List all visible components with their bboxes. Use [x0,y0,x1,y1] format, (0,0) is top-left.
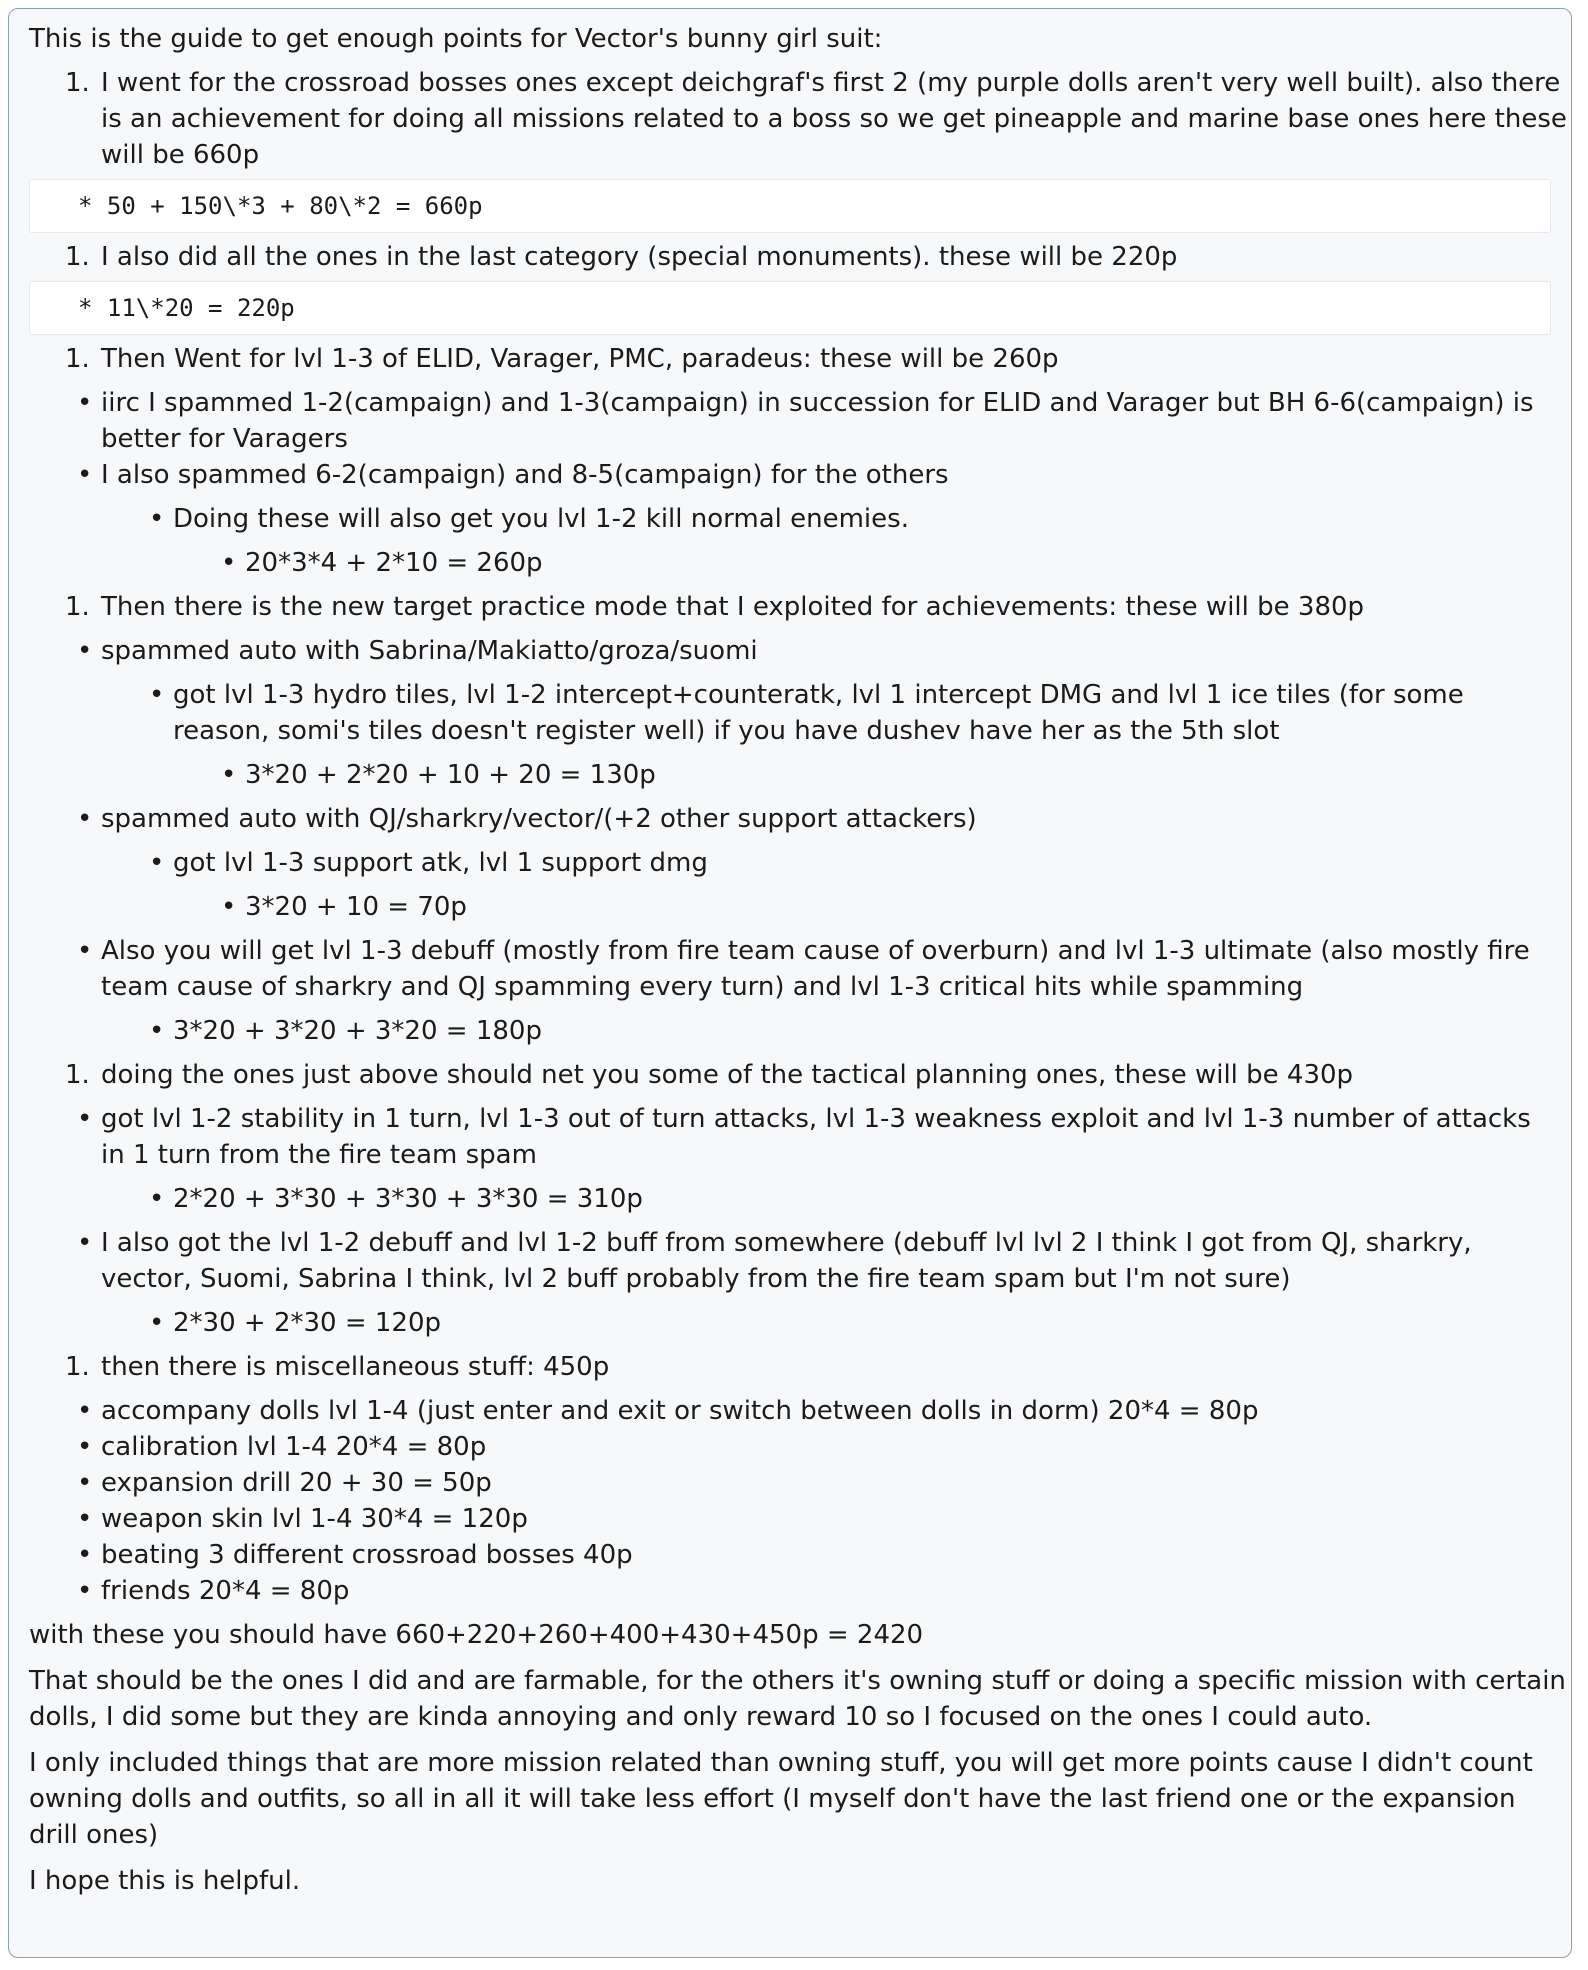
bullet-item [29,1537,1551,1573]
list-item-special-monuments [29,239,1551,275]
bullet-item [29,801,1551,837]
list-number: 1. [65,592,90,622]
bullet-icon: • [149,1308,165,1338]
bullet-icon: • [77,1228,93,1258]
bullet-item [29,633,1551,669]
bullet-item [29,1429,1551,1465]
paragraph-farmable [29,1663,1566,1735]
bullet-text: vector, Suomi, Sabrina I think, lvl 2 buff probably from the fire team spam but I'm not sure) [101,1264,1291,1294]
bullet-text: reason, somi's tiles doesn't register well) if you have dushev have her as the 5th slot [173,716,1280,746]
bullet-item [29,1225,1551,1297]
bullet-text: I also got the lvl 1-2 debuff and lvl 1-2 buff from somewhere (debuff lvl lvl 2 I think I got from QJ, sharkry, [101,1228,1472,1258]
list-text-line: Then Went for lvl 1-3 of ELID, Varager, PMC, paradeus: these will be 260p [101,344,1059,374]
list-item-tactical-planning [29,1057,1551,1093]
bullet-text: in 1 turn from the fire team spam [101,1140,537,1170]
list-text-line: will be 660p [101,140,260,170]
bullet-icon: • [149,848,165,878]
bullet-item [29,677,1551,749]
bullet-text: got lvl 1-3 hydro tiles, lvl 1-2 intercept+counteratk, lvl 1 intercept DMG and lvl 1 ice tiles (for some [173,680,1464,710]
bullet-text: 3*20 + 2*20 + 10 + 20 = 130p [245,760,656,790]
list-number: 1. [65,68,90,98]
bullet-icon: • [221,548,237,578]
bullet-text: 2*20 + 3*30 + 3*30 + 3*30 = 310p [173,1184,643,1214]
bullet-text: 3*20 + 3*20 + 3*20 = 180p [173,1016,542,1046]
bullet-item [29,757,1551,793]
bullet-text: Doing these will also get you lvl 1-2 kill normal enemies. [173,504,909,534]
bullet-text: spammed auto with Sabrina/Makiatto/groza/suomi [101,636,758,666]
list-text-line: then there is miscellaneous stuff: 450p [101,1352,610,1382]
list-text-line: doing the ones just above should net you some of the tactical planning ones, these will be 430p [101,1060,1354,1090]
paragraph-line: owning dolls and outfits, so all in all it will take less effort (I myself don't have the last friend one or the expansion [29,1784,1516,1814]
bullet-text: iirc I spammed 1-2(campaign) and 1-3(campaign) in succession for ELID and Varager but BH 6-6(campaign) is [101,388,1534,418]
bullet-item [29,1501,1551,1537]
bullet-item [29,889,1551,925]
paragraph-line: drill ones) [29,1820,159,1850]
bullet-text: friends 20*4 = 80p [101,1576,350,1606]
bullet-item [29,1573,1551,1609]
bullet-icon: • [77,1504,93,1534]
bullet-icon: • [77,388,93,418]
list-item-crossroad-bosses [29,65,1567,173]
list-text-line: Then there is the new target practice mode that I exploited for achievements: these will be 380p [101,592,1365,622]
bullet-text: accompany dolls lvl 1-4 (just enter and exit or switch between dolls in dorm) 20*4 = 80p [101,1396,1259,1426]
list-number: 1. [65,242,90,272]
bullet-icon: • [149,1184,165,1214]
bullet-item [29,385,1551,457]
code-block: * 50 + 150\*3 + 80\*2 = 660p [29,179,1551,233]
bullet-item [29,1181,1551,1217]
bullet-icon: • [77,636,93,666]
bullet-icon: • [77,936,93,966]
bullet-text: 3*20 + 10 = 70p [245,892,467,922]
bullet-icon: • [149,504,165,534]
paragraph-mission-related [29,1745,1551,1853]
bullet-text: I also spammed 6-2(campaign) and 8-5(campaign) for the others [101,460,949,490]
bullet-icon: • [77,1576,93,1606]
bullet-icon: • [77,460,93,490]
bullet-text: got lvl 1-2 stability in 1 turn, lvl 1-3 out of turn attacks, lvl 1-3 weakness exploit and lvl 1-3 number of attacks [101,1104,1531,1134]
list-number: 1. [65,344,90,374]
list-item-enemy-levels [29,341,1551,377]
code-block: * 11\*20 = 220p [29,281,1551,335]
bullet-icon: • [149,680,165,710]
list-item-target-practice [29,589,1551,625]
bullet-text: expansion drill 20 + 30 = 50p [101,1468,492,1498]
bullet-icon: • [77,1432,93,1462]
bullet-item [29,1305,1551,1341]
total-text: with these you should have 660+220+260+400+430+450p = 2420 [29,1620,924,1650]
bullet-text: beating 3 different crossroad bosses 40p [101,1540,633,1570]
bullet-text: weapon skin lvl 1-4 30*4 = 120p [101,1504,528,1534]
bullet-icon: • [221,892,237,922]
intro-text: This is the guide to get enough points for Vector's bunny girl suit: [29,24,883,54]
bullet-item [29,1101,1551,1173]
bullet-text: better for Varagers [101,424,348,454]
bullet-icon: • [149,1016,165,1046]
bullet-item [29,1465,1551,1501]
list-text-line: is an achievement for doing all missions related to a boss so we get pineapple and marine base ones here these [101,104,1567,134]
list-text-line: I went for the crossroad bosses ones except deichgraf's first 2 (my purple dolls aren't very well built). also there [101,68,1561,98]
bullet-icon: • [77,1104,93,1134]
bullet-item [29,501,1551,537]
list-number: 1. [65,1060,90,1090]
bullet-icon: • [77,1396,93,1426]
bullet-text: got lvl 1-3 support atk, lvl 1 support dmg [173,848,708,878]
bullet-icon: • [221,760,237,790]
bullet-text: spammed auto with QJ/sharkry/vector/(+2 other support attackers) [101,804,977,834]
bullet-item [29,1393,1551,1429]
list-item-miscellaneous [29,1349,1551,1385]
bullet-item [29,545,1551,581]
bullet-text: 2*30 + 2*30 = 120p [173,1308,442,1338]
bullet-item [29,457,1551,493]
bullet-item [29,933,1551,1005]
bullet-text: calibration lvl 1-4 20*4 = 80p [101,1432,487,1462]
bullet-text: team cause of sharkry and QJ spamming every turn) and lvl 1-3 critical hits while spamming [101,972,1304,1002]
bullet-icon: • [77,1540,93,1570]
paragraph-line: I only included things that are more mission related than owning stuff, you will get more points cause I didn't count [29,1748,1533,1778]
list-number: 1. [65,1352,90,1382]
paragraph-line: dolls, I did some but they are kinda annoying and only reward 10 so I focused on the ones I could auto. [29,1702,1373,1732]
outro-text: I hope this is helpful. [29,1866,301,1896]
bullet-item [29,845,1551,881]
list-text-line: I also did all the ones in the last category (special monuments). these will be 220p [101,242,1178,272]
bullet-text: 20*3*4 + 2*10 = 260p [245,548,543,578]
bullet-icon: • [77,804,93,834]
bullet-text: Also you will get lvl 1-3 debuff (mostly from fire team cause of overburn) and lvl 1-3 ultimate (also mostly fire [101,936,1530,966]
bullet-item [29,1013,1551,1049]
guide-post [8,8,1572,1958]
paragraph-line: That should be the ones I did and are farmable, for the others it's owning stuff or doing a specific mission with certain [29,1666,1566,1696]
bullet-icon: • [77,1468,93,1498]
